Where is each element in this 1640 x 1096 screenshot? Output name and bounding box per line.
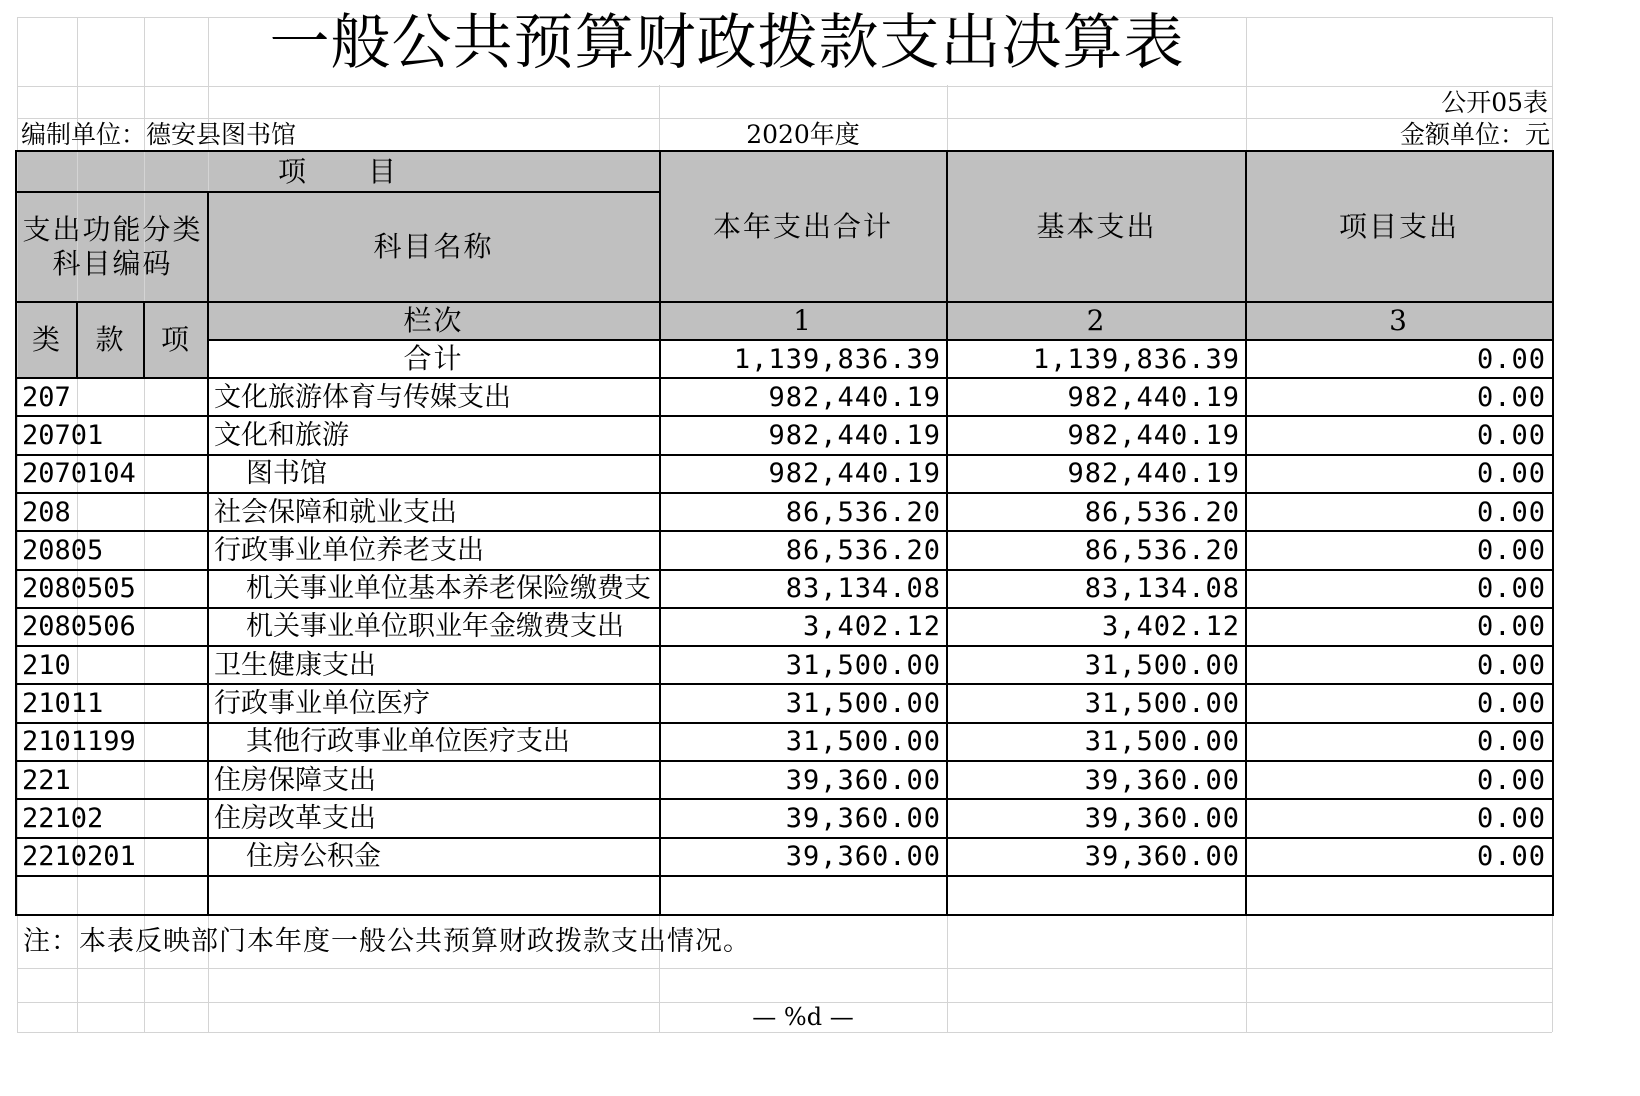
header-xiang: 项 <box>160 323 191 356</box>
row-total: 39,360.00 <box>785 802 941 834</box>
row-subject-name: 卫生健康支出 <box>214 649 376 681</box>
table-border <box>1552 150 1554 916</box>
row-basic: 982,440.19 <box>1067 419 1240 451</box>
header-project: 项目支出 <box>1338 210 1459 243</box>
row-subject-name: 行政事业单位医疗 <box>214 688 430 720</box>
row-basic: 31,500.00 <box>1084 649 1240 681</box>
row-total: 31,500.00 <box>785 688 941 720</box>
row-code: 20701 <box>22 419 104 451</box>
row-subject-name: 社会保障和就业支出 <box>214 496 457 528</box>
total-row-label: 合计 <box>403 342 464 375</box>
row-code: 207 <box>22 381 71 413</box>
total-row-total: 1,139,836.39 <box>733 343 941 375</box>
row-basic: 982,440.19 <box>1067 458 1240 490</box>
header-total: 本年支出合计 <box>712 210 893 243</box>
row-total: 982,440.19 <box>768 419 941 451</box>
row-subject-name: 图书馆 <box>246 458 327 490</box>
row-subject-name: 住房保障支出 <box>214 764 376 796</box>
row-code: 22102 <box>22 802 104 834</box>
row-basic: 31,500.00 <box>1084 688 1240 720</box>
row-project: 0.00 <box>1476 573 1546 605</box>
row-project: 0.00 <box>1476 688 1546 720</box>
header-func-code-line1: 支出功能分类 <box>22 212 203 246</box>
row-code: 221 <box>22 764 71 796</box>
row-subject-name: 机关事业单位基本养老保险缴费支 <box>246 573 651 605</box>
row-basic: 39,360.00 <box>1084 802 1240 834</box>
row-subject-name: 行政事业单位养老支出 <box>214 534 484 566</box>
page-footer: — %d — <box>752 1003 854 1031</box>
row-subject-name: 机关事业单位职业年金缴费支出 <box>246 611 624 643</box>
total-row-project: 0.00 <box>1476 343 1546 375</box>
row-subject-name: 文化旅游体育与传媒支出 <box>214 381 511 413</box>
row-basic: 86,536.20 <box>1084 534 1240 566</box>
row-total: 86,536.20 <box>785 496 941 528</box>
header-basic: 基本支出 <box>1036 210 1157 243</box>
row-code: 210 <box>22 649 71 681</box>
row-project: 0.00 <box>1476 841 1546 873</box>
row-subject-name: 文化和旅游 <box>214 419 349 451</box>
header-subject-name: 科目名称 <box>373 230 494 263</box>
header-lanci: 栏次 <box>403 304 464 337</box>
row-subject-name: 其他行政事业单位医疗支出 <box>246 726 570 758</box>
row-basic: 31,500.00 <box>1084 726 1240 758</box>
row-code: 2101199 <box>22 726 136 758</box>
org-label: 编制单位：德安县图书馆 <box>21 119 297 149</box>
table-note: 注：本表反映部门本年度一般公共预算财政拨款支出情况。 <box>23 925 751 957</box>
header-lanci-3: 3 <box>1389 304 1409 337</box>
row-project: 0.00 <box>1476 611 1546 643</box>
header-lanci-2: 2 <box>1086 304 1107 337</box>
unit-label: 金额单位：元 <box>1399 119 1550 149</box>
row-project: 0.00 <box>1476 419 1546 451</box>
row-code: 208 <box>22 496 71 528</box>
row-total: 982,440.19 <box>768 458 941 490</box>
row-project: 0.00 <box>1476 381 1546 413</box>
row-project: 0.00 <box>1476 649 1546 681</box>
row-basic: 3,402.12 <box>1101 611 1240 643</box>
row-total: 39,360.00 <box>785 841 941 873</box>
row-basic: 83,134.08 <box>1084 573 1240 605</box>
row-total: 39,360.00 <box>785 764 941 796</box>
row-basic: 86,536.20 <box>1084 496 1240 528</box>
row-total: 3,402.12 <box>802 611 941 643</box>
row-project: 0.00 <box>1476 764 1546 796</box>
row-code: 21011 <box>22 688 104 720</box>
row-total: 31,500.00 <box>785 649 941 681</box>
row-total: 86,536.20 <box>785 534 941 566</box>
fiscal-year: 2020年度 <box>746 119 860 149</box>
row-total: 31,500.00 <box>785 726 941 758</box>
header-func-code-line2: 科目编码 <box>52 247 173 280</box>
row-code: 2070104 <box>22 458 136 490</box>
row-subject-name: 住房公积金 <box>246 841 381 873</box>
row-code: 20805 <box>22 534 104 566</box>
row-subject-name: 住房改革支出 <box>214 802 376 834</box>
row-project: 0.00 <box>1476 458 1546 490</box>
total-row-basic: 1,139,836.39 <box>1032 343 1240 375</box>
row-project: 0.00 <box>1476 726 1546 758</box>
row-basic: 39,360.00 <box>1084 841 1240 873</box>
header-kuan: 款 <box>95 323 126 356</box>
row-total: 83,134.08 <box>785 573 941 605</box>
row-project: 0.00 <box>1476 496 1546 528</box>
header-lanci-1: 1 <box>793 304 813 337</box>
row-code: 2080505 <box>22 573 136 605</box>
row-total: 982,440.19 <box>768 381 941 413</box>
gridline <box>17 968 1552 969</box>
row-basic: 982,440.19 <box>1067 381 1240 413</box>
header-item: 项 目 <box>277 155 398 188</box>
form-number: 公开05表 <box>1441 87 1548 117</box>
row-project: 0.00 <box>1476 534 1546 566</box>
row-code: 2210201 <box>22 841 136 873</box>
gridline <box>17 1032 1552 1033</box>
row-basic: 39,360.00 <box>1084 764 1240 796</box>
row-code: 2080506 <box>22 611 136 643</box>
header-lei: 类 <box>31 323 62 356</box>
row-project: 0.00 <box>1476 802 1546 834</box>
page-title: 一般公共预算财政拨款支出决算表 <box>269 8 1185 78</box>
header-func-code <box>17 192 208 302</box>
